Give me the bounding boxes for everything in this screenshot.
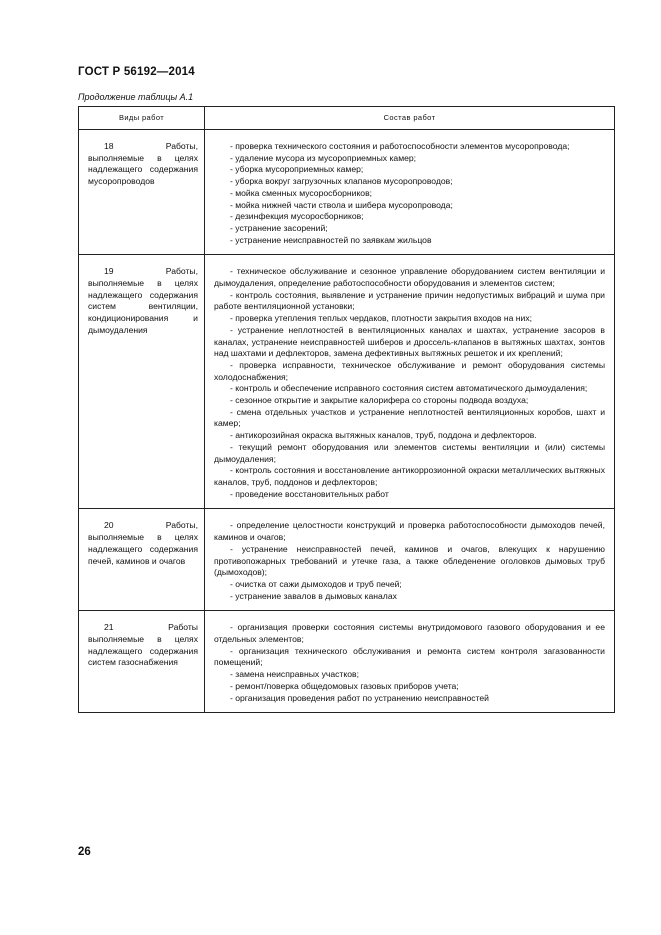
- work-item: - смена отдельных участков и устранение неплотностей вентиляционных коробов, шахт и камер;: [214, 406, 605, 429]
- table-row: [79, 255, 615, 509]
- work-item: - организация проверки состояния системы внутридомового газового оборудования и ее отдельных элементов;: [214, 622, 605, 645]
- work-item: - устранение неисправностей печей, каминов и очагов, влекущих к нарушению противопожарных требований и утечке газа, а также обледенение оголовков дымовых труб (дымоходов);: [214, 543, 605, 578]
- table-header-row: [79, 107, 615, 130]
- work-items-cell: [205, 255, 615, 509]
- work-item: - контроль состояния и восстановление антикоррозионной окраски металлических вытяжных каналов, труб, поддонов и дефлекторов;: [214, 465, 605, 487]
- work-item: - антикорозийная окраска вытяжных каналов, труб, поддона и дефлекторов.: [230, 430, 537, 441]
- work-item: - очистка от сажи дымоходов и труб печей;: [230, 578, 402, 589]
- work-item: - устранение завалов в дымовых каналах: [230, 590, 397, 601]
- work-item: - проверка технического состояния и работоспособности элементов мусоропровода;: [230, 141, 570, 151]
- work-item: - уборка мусороприемных камер;: [230, 164, 364, 175]
- work-item: - устранение неисправностей по заявкам жильцов: [230, 234, 432, 245]
- work-item: - контроль и обеспечение исправного состояния систем автоматического дымоудаления;: [230, 383, 588, 394]
- work-item: - уборка вокруг загрузочных клапанов мусоропроводов;: [230, 176, 453, 187]
- work-item: - проверка утепления теплых чердаков, плотности закрытия входов на них;: [230, 313, 533, 324]
- work-item: - замена неисправных участков;: [230, 669, 359, 680]
- work-item: - устранение неплотностей в вентиляционных каналах и шахтах, устранение засоров в каналах, устранение неисправностей шиберов и дроссель-клапанов в вытяжных шахтах, зонтов над шахтами и дефлекторов, замена дефективных вытяжных решеток и их креплений;: [214, 324, 605, 359]
- work-type-text: 18 Работы, выполняемые в целях надлежащего содержания мусоропроводов: [88, 141, 198, 187]
- work-item: - устранение засорений;: [230, 222, 328, 233]
- work-item: - дезинфекция мусоросборников;: [230, 211, 364, 222]
- work-item: - ремонт/поверка общедомовых газовых приборов учета;: [230, 680, 459, 691]
- work-items-cell: [205, 611, 615, 713]
- work-type-cell: [79, 509, 205, 611]
- work-type-text: 19 Работы, выполняемые в целях надлежащего содержания систем вентиляции, кондиционирования и дымоудаления: [88, 266, 198, 335]
- works-table: [78, 106, 615, 713]
- work-type-text: 20 Работы, выполняемые в целях надлежащего содержания печей, каминов и очагов: [88, 520, 198, 566]
- work-item: - проведение восстановительных работ: [230, 488, 389, 499]
- work-item: - техническое обслуживание и сезонное управление оборудованием систем вентиляции и дымоудаления, определение работоспособности оборудования и элементов систем;: [214, 266, 605, 289]
- work-item: - организация технического обслуживания и ремонта систем контроля загазованности помещений;: [214, 645, 605, 668]
- work-item: - контроль состояния, выявление и устранение причин недопустимых вибраций и шума при работе вентиляционной установки;: [214, 289, 605, 312]
- work-item: - организация проведения работ по устранению неисправностей: [230, 692, 489, 703]
- document-header: ГОСТ Р 56192—2014: [78, 66, 195, 78]
- work-item: - сезонное открытие и закрытие калорифера со стороны подвода воздуха;: [230, 395, 529, 406]
- column-header-work-type: Виды работ: [79, 107, 205, 130]
- work-type-cell: [79, 130, 205, 255]
- table-row: [79, 130, 615, 255]
- table-caption: Продолжение таблицы А.1: [78, 92, 194, 102]
- column-header-work-composition: Состав работ: [205, 107, 615, 130]
- work-item: - текущий ремонт оборудования или элементов системы вентиляции и (или) системы дымоудаления;: [214, 441, 605, 464]
- work-item: - мойка нижней части ствола и шибера мусоропровода;: [230, 199, 453, 210]
- page-number: 26: [78, 846, 91, 858]
- table-row: [79, 611, 615, 713]
- work-item: - мойка сменных мусоросборников;: [230, 187, 373, 198]
- work-type-cell: [79, 611, 205, 713]
- work-item: - определение целостности конструкций и проверка работоспособности дымоходов печей, каминов и очагов;: [214, 520, 605, 543]
- work-items-cell: [205, 130, 615, 255]
- work-items-cell: [205, 509, 615, 611]
- work-type-text: 21 Работы выполняемые в целях надлежащего содержания систем газоснабжения: [88, 622, 198, 668]
- work-item: - удаление мусора из мусороприемных камер;: [230, 152, 417, 163]
- work-item: - проверка исправности, техническое обслуживание и ремонт оборудования системы холодоснабжения;: [214, 359, 605, 382]
- table-row: [79, 509, 615, 611]
- work-type-cell: [79, 255, 205, 509]
